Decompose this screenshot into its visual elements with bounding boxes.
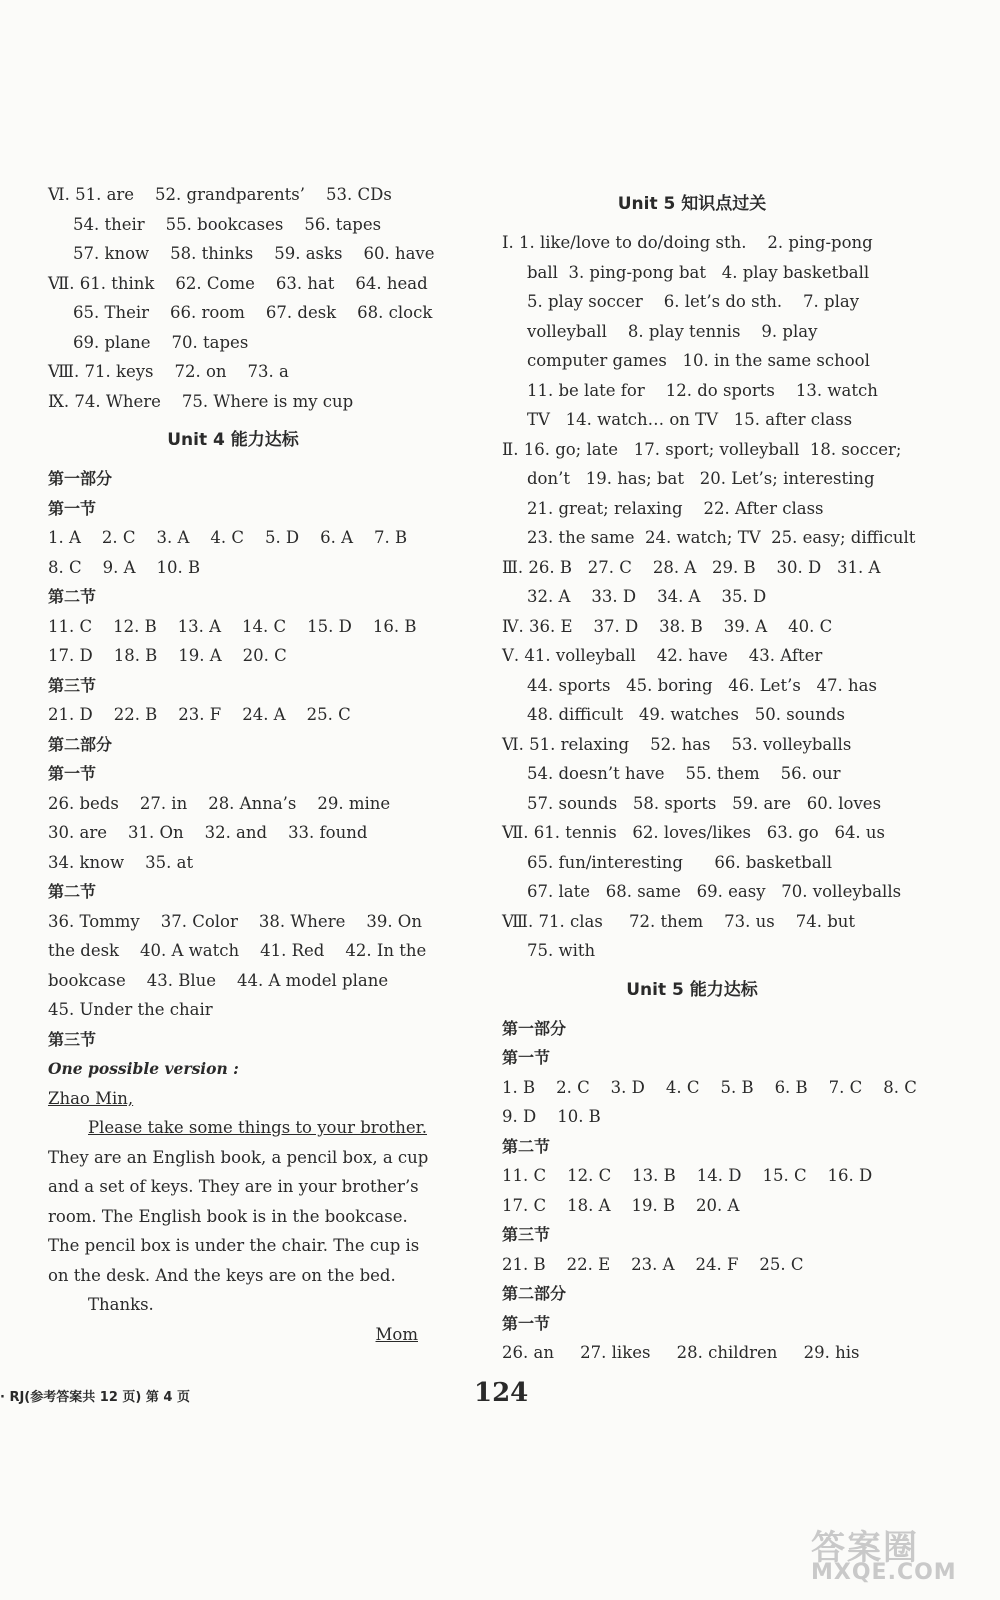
answer-line: 5. play soccer 6. let’s do sth. 7. play — [527, 292, 860, 311]
answer-line: 67. late 68. same 69. easy 70. volleyballs — [527, 882, 902, 901]
answer-line: 57. know 58. thinks 59. asks 60. have — [73, 244, 435, 263]
answer-line: 11. C 12. B 13. A 14. C 15. D 16. B — [48, 616, 417, 636]
answer-line: Ⅸ. 74. Where 75. Where is my cup — [48, 391, 354, 411]
answer-line: 9. D 10. B — [502, 1107, 601, 1126]
answer-line: 75. with — [527, 941, 596, 960]
answer-line: 44. sports 45. boring 46. Let’s 47. has — [527, 675, 877, 695]
subsection-label: 第一节 — [48, 498, 97, 518]
essay-underlined-line — [48, 1113, 427, 1143]
subsection-label: 第二节 — [48, 882, 97, 901]
answer-line: The pencil box is under the chair. The cup is — [48, 1236, 420, 1255]
right-column — [502, 180, 917, 1368]
answer-line: Ⅰ. 1. like/love to do/doing sth. 2. ping-pong — [502, 233, 873, 252]
answer-line: 17. C 18. A 19. B 20. A — [502, 1195, 740, 1215]
answer-line: 1. B 2. C 3. D 4. C 5. B 6. B 7. C 8. C — [502, 1077, 917, 1097]
answer-line: volleyball 8. play tennis 9. play — [527, 321, 818, 341]
subsection-label: 第一节 — [502, 1048, 551, 1067]
section-heading: Unit 5 能力达标 — [626, 979, 758, 1000]
subsection-label: 第三节 — [48, 1029, 97, 1049]
answer-line: 11. be late for 12. do sports 13. watch — [527, 380, 878, 400]
answer-line: the desk 40. A watch 41. Red 42. In the — [48, 941, 427, 960]
answer-line: 32. A 33. D 34. A 35. D — [527, 587, 767, 606]
underlined-text: Please take some things to your brother. — [88, 1118, 427, 1137]
answer-line: 65. fun/interesting 66. basketball — [527, 852, 833, 872]
left-column — [48, 180, 435, 1349]
answer-line: 8. C 9. A 10. B — [48, 557, 201, 577]
subsection-label: 第三节 — [502, 1225, 551, 1244]
answer-line: 65. Their 66. room 67. desk 68. clock — [73, 303, 433, 322]
answer-line: 21. great; relaxing 22. After class — [527, 498, 824, 518]
page-number: 124 — [474, 1378, 529, 1408]
answer-line: 34. know 35. at — [48, 852, 194, 872]
answer-line: on the desk. And the keys are on the bed. — [48, 1265, 396, 1285]
answer-line: 36. Tommy 37. Color 38. Where 39. On — [48, 911, 422, 931]
answer-line: 17. D 18. B 19. A 20. C — [48, 646, 287, 665]
answer-line: They are an English book, a pencil box, a cup — [48, 1147, 429, 1167]
answer-line: 57. sounds 58. sports 59. are 60. loves — [527, 793, 882, 813]
answer-line: 30. are 31. On 32. and 33. found — [48, 823, 368, 842]
answer-line: 23. the same 24. watch; TV 25. easy; difficult — [527, 528, 916, 547]
subsection-label: 第二节 — [48, 587, 97, 606]
subsection-label: 第一节 — [48, 764, 97, 783]
answer-line: bookcase 43. Blue 44. A model plane — [48, 970, 389, 990]
answer-line: 54. doesn’t have 55. them 56. our — [527, 764, 841, 783]
answer-line: 21. D 22. B 23. F 24. A 25. C — [48, 705, 351, 724]
essay-underlined-line — [48, 1320, 418, 1350]
answer-line: 54. their 55. bookcases 56. tapes — [73, 214, 382, 234]
answer-line: 26. beds 27. in 28. Anna’s 29. mine — [48, 793, 391, 813]
answer-line: don’t 19. has; bat 20. Let’s; interesting — [527, 469, 875, 488]
section-heading: Unit 5 知识点过关 — [617, 194, 767, 214]
answer-line: Ⅱ. 16. go; late 17. sport; volleyball 18. soccer; — [502, 439, 902, 459]
answer-line: 45. Under the chair — [48, 1000, 213, 1019]
answer-line: Ⅲ. 26. B 27. C 28. A 29. B 30. D 31. A — [502, 557, 881, 577]
answer-line: Ⅶ. 61. tennis 62. loves/likes 63. go 64. us — [502, 823, 886, 842]
watermark-site: MXQE.COM — [811, 1560, 957, 1585]
answer-line: Ⅷ. 71. keys 72. on 73. a — [48, 362, 289, 381]
subsection-label: 第二部分 — [502, 1284, 567, 1303]
footer-label: · RJ(参考答案共 12 页) 第 4 页 — [0, 1390, 190, 1405]
answer-line: Thanks. — [88, 1295, 154, 1314]
answer-line: TV 14. watch… on TV 15. after class — [527, 410, 853, 429]
subsection-label: 第三节 — [48, 675, 97, 695]
answer-line: Ⅷ. 71. clas 72. them 73. us 74. but — [502, 911, 856, 931]
answer-line: ball 3. ping-pong bat 4. play basketball — [527, 262, 870, 282]
answer-line: 1. A 2. C 3. A 4. C 5. D 6. A 7. B — [48, 528, 408, 547]
subsection-label: 第一节 — [502, 1313, 551, 1333]
section-heading: Unit 4 能力达标 — [167, 430, 299, 450]
subsection-label: 第一部分 — [502, 1018, 567, 1038]
underlined-text: Zhao Min, — [48, 1088, 134, 1108]
answer-line: room. The English book is in the bookcase. — [48, 1206, 408, 1226]
answer-line: Ⅴ. 41. volleyball 42. have 43. After — [502, 646, 823, 665]
watermark-logo-text: 答案圈 — [811, 1528, 919, 1568]
answer-line: Ⅵ. 51. are 52. grandparents’ 53. CDs — [48, 185, 392, 204]
answer-line: 48. difficult 49. watches 50. sounds — [527, 705, 845, 724]
answer-line: computer games 10. in the same school — [527, 351, 870, 370]
answer-line: and a set of keys. They are in your brother’s — [48, 1177, 419, 1196]
answer-line: Ⅳ. 36. E 37. D 38. B 39. A 40. C — [502, 616, 833, 636]
sample-essay-label: One possible version : — [48, 1059, 239, 1078]
answer-line: 26. an 27. likes 28. children 29. his — [502, 1343, 860, 1362]
answer-line: 21. B 22. E 23. A 24. F 25. C — [502, 1254, 804, 1274]
essay-underlined-line — [48, 1084, 418, 1114]
answer-line: Ⅵ. 51. relaxing 52. has 53. volleyballs — [502, 734, 852, 754]
subsection-label: 第二节 — [502, 1136, 551, 1156]
answer-line: Ⅶ. 61. think 62. Come 63. hat 64. head — [48, 273, 428, 293]
subsection-label: 第一部分 — [48, 469, 113, 488]
underlined-text: Mom — [375, 1324, 418, 1344]
subsection-label: 第二部分 — [48, 734, 113, 754]
watermark — [811, 1520, 976, 1590]
answer-line: 11. C 12. C 13. B 14. D 15. C 16. D — [502, 1166, 873, 1185]
answer-line: 69. plane 70. tapes — [73, 332, 249, 352]
